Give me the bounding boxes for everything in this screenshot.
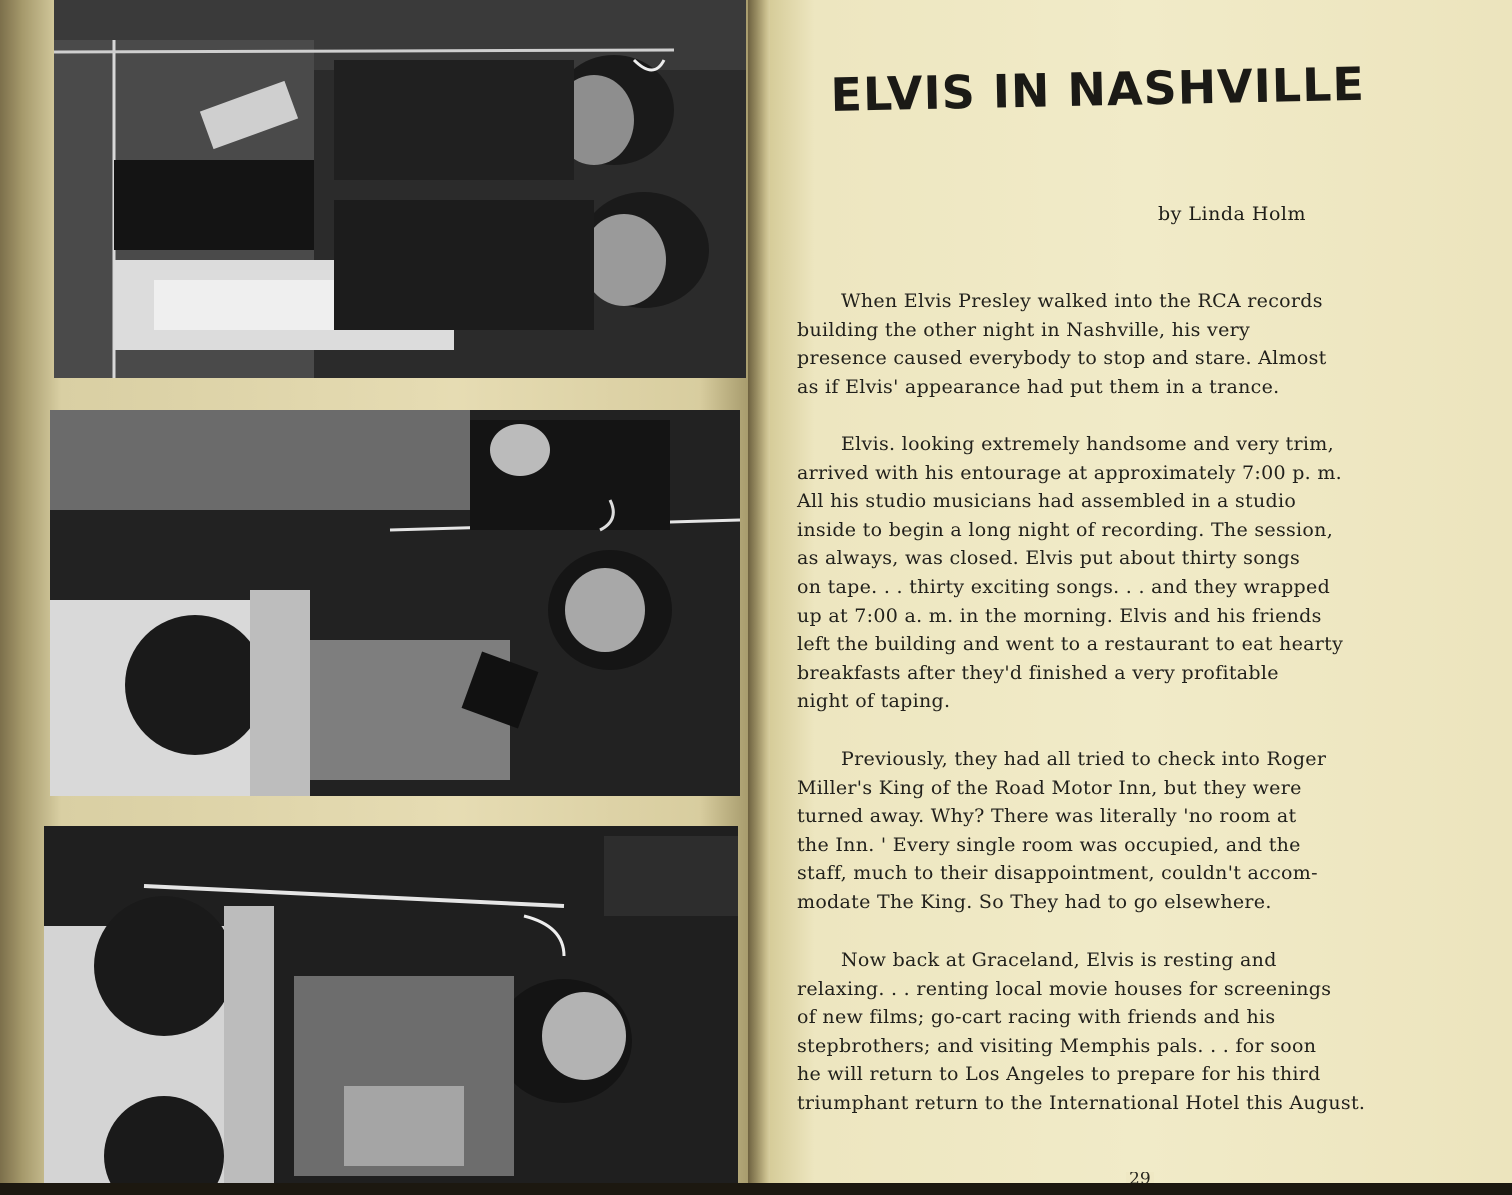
paragraph-line: building the other night in Nashville, his very xyxy=(797,318,1251,341)
photo-top xyxy=(54,0,746,378)
paragraph-line: triumphant return to the International Hotel this August. xyxy=(797,1091,1366,1114)
paragraph-line: staff, much to their disappointment, couldn't accom- xyxy=(797,862,1318,885)
article-title: ELVIS IN NASHVILLE xyxy=(830,56,1366,122)
paragraph-line: When Elvis Presley walked into the RCA records xyxy=(841,290,1323,312)
page-number: 29 xyxy=(1126,1172,1154,1183)
photo-middle-image xyxy=(50,410,740,796)
article-byline: by Linda Holm xyxy=(1158,203,1306,225)
paragraph-line: All his studio musicians had assembled in a studio xyxy=(797,490,1297,513)
paragraph-line: Previously, they had all tried to check into Roger xyxy=(841,748,1327,770)
paragraph-line: turned away. Why? There was literally 'no room at xyxy=(797,805,1297,828)
paragraph-line: he will return to Los Angeles to prepare for his third xyxy=(797,1063,1321,1086)
paragraph-line: arrived with his entourage at approximately 7:00 p. m. xyxy=(797,461,1342,484)
paragraph-line: breakfasts after they'd finished a very profitable xyxy=(797,661,1279,684)
paragraph-line: stepbrothers; and visiting Memphis pals. . . for soon xyxy=(797,1034,1317,1057)
photo-top-image xyxy=(54,0,746,378)
paragraph-line: of new films; go-cart racing with friends and his xyxy=(797,1006,1276,1029)
paragraph-line: the Inn. ' Every single room was occupied, and the xyxy=(797,833,1301,856)
paragraph-line: night of taping. xyxy=(797,690,951,713)
paragraph-line: presence caused everybody to stop and stare. Almost xyxy=(797,347,1327,370)
paragraph-line: Miller's King of the Road Motor Inn, but they were xyxy=(797,776,1302,799)
photo-middle xyxy=(50,410,740,796)
bottom-edge xyxy=(0,1183,1512,1195)
paragraph-line: as always, was closed. Elvis put about thirty songs xyxy=(797,547,1300,570)
right-page-article xyxy=(770,0,1512,1185)
paragraph-line: inside to begin a long night of recording. The session, xyxy=(797,518,1334,541)
paragraph-3 xyxy=(797,745,1497,917)
paragraph-2 xyxy=(797,430,1497,716)
photo-bottom xyxy=(44,826,738,1195)
paragraph-line: modate The King. So They had to go elsewhere. xyxy=(797,890,1272,913)
paragraph-line: left the building and went to a restaurant to eat hearty xyxy=(797,633,1344,656)
paragraph-line: Now back at Graceland, Elvis is resting and xyxy=(841,949,1277,971)
paragraph-line: on tape. . . thirty exciting songs. . . and they wrapped xyxy=(797,575,1331,598)
paragraph-1 xyxy=(797,287,1497,401)
photo-bottom-image xyxy=(44,826,738,1195)
paragraph-line: relaxing. . . renting local movie houses for screenings xyxy=(797,977,1332,1000)
paragraph-line: up at 7:00 a. m. in the morning. Elvis and his friends xyxy=(797,604,1322,627)
paragraph-line: as if Elvis' appearance had put them in a trance. xyxy=(797,375,1280,398)
paragraph-4 xyxy=(797,946,1497,1118)
paragraph-line: Elvis. looking extremely handsome and very trim, xyxy=(841,433,1334,455)
